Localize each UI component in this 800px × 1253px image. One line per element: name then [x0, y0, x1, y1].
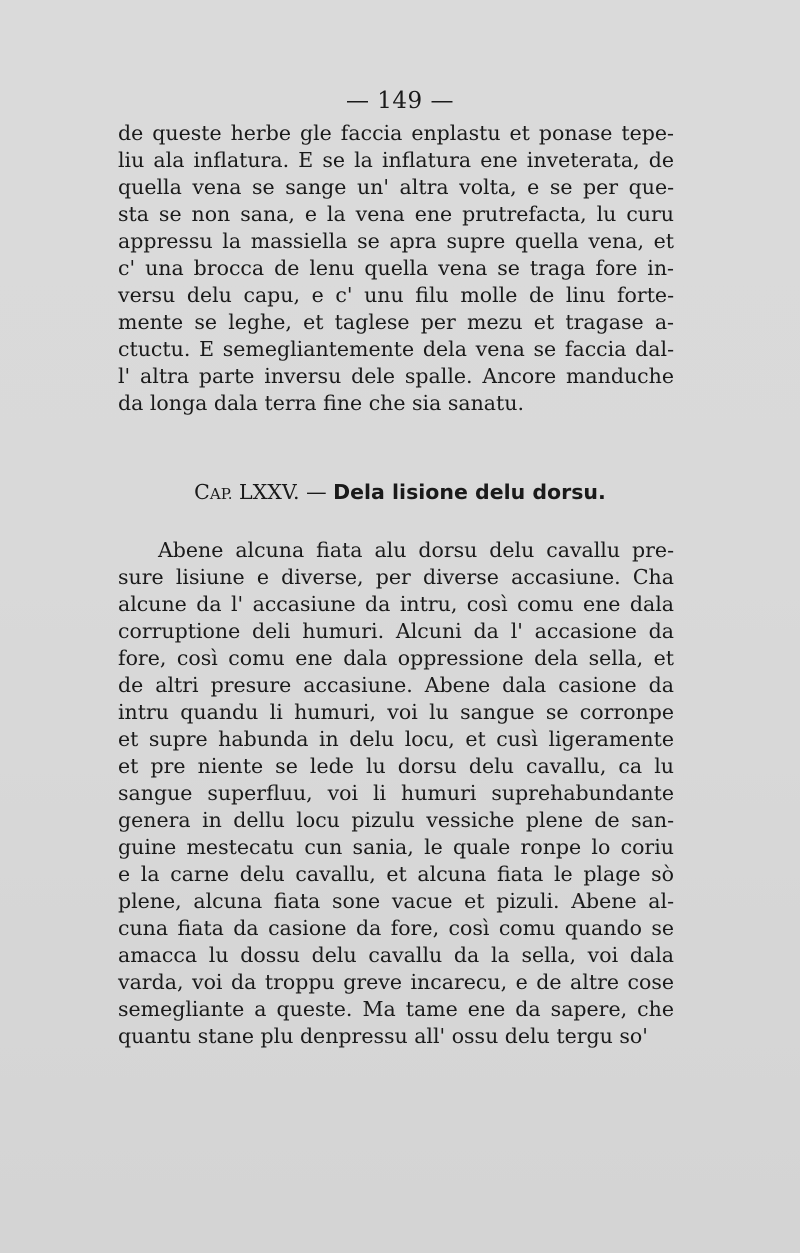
text-line: corruptione deli humuri. Alcuni da l' accasione da [118, 619, 674, 643]
text-line: cuna fiata da casione da fore, così comu quando se [118, 916, 674, 940]
paragraph-1 [118, 120, 674, 417]
text-line: amacca lu dossu delu cavallu da la sella, voi dala [118, 943, 674, 967]
paragraph-2 [118, 537, 674, 1050]
text-line: sangue superfluu, voi li humuri suprehabundante [118, 781, 674, 805]
text-line: liu ala inflatura. E se la inflatura ene inveterata, de [118, 148, 674, 172]
text-line: Abene alcuna fiata alu dorsu delu cavallu pre- [158, 538, 674, 562]
text-line: alcune da l' accasiune da intru, così comu ene dala [118, 592, 674, 616]
heading-number: LXXV. — [232, 480, 334, 504]
text-line: fore, così comu ene dala oppressione dela sella, et [118, 646, 674, 670]
text-line: et pre niente se lede lu dorsu delu cavallu, ca lu [118, 754, 674, 778]
text-line: plene, alcuna fiata sone vacue et pizuli. Abene al- [118, 889, 674, 913]
heading-title: Dela lisione delu dorsu. [333, 480, 606, 504]
heading-cap-rest: AP. [209, 485, 233, 503]
text-line: genera in dellu locu pizulu vessiche plene de san- [118, 808, 674, 832]
text-line: guine mestecatu cun sania, le quale ronpe lo coriu [118, 835, 674, 859]
heading-cap-first: C [194, 480, 210, 504]
text-line: de altri presure accasiune. Abene dala casione da [118, 673, 674, 697]
text-line: mente se leghe, et taglese per mezu et tragase a- [118, 310, 674, 334]
text-line: intru quandu li humuri, voi lu sangue se corronpe [118, 700, 674, 724]
text-line: l' altra parte inversu dele spalle. Ancore manduche [118, 364, 674, 388]
text-line: et supre habunda in delu locu, et cusì ligeramente [118, 727, 674, 751]
text-line: versu delu capu, e c' unu filu molle de linu forte- [118, 283, 674, 307]
chapter-heading [0, 480, 800, 504]
text-line: varda, voi da troppu greve incarecu, e de altre cose [118, 970, 674, 994]
text-line: sure lisiune e diverse, per diverse accasiune. Cha [118, 565, 674, 589]
text-line: de queste herbe gle faccia enplastu et ponase tepe- [118, 121, 674, 145]
text-line: quantu stane plu denpressu all' ossu delu tergu so' [118, 1024, 648, 1048]
text-line: c' una brocca de lenu quella vena se traga fore in- [118, 256, 674, 280]
text-line: sta se non sana, e la vena ene prutrefacta, lu curu [118, 202, 674, 226]
text-line: quella vena se sange un' altra volta, e se per que- [118, 175, 674, 199]
text-line: semegliante a queste. Ma tame ene da sapere, che [118, 997, 674, 1021]
text-line: e la carne delu cavallu, et alcuna fiata le plage sò [118, 862, 674, 886]
text-line: ctuctu. E semegliantemente dela vena se faccia dal- [118, 337, 674, 361]
text-line: da longa dala terra fine che sia sanatu. [118, 391, 524, 415]
page-number: — 149 — [345, 88, 455, 114]
text-line: appressu la massiella se apra supre quella vena, et [118, 229, 674, 253]
